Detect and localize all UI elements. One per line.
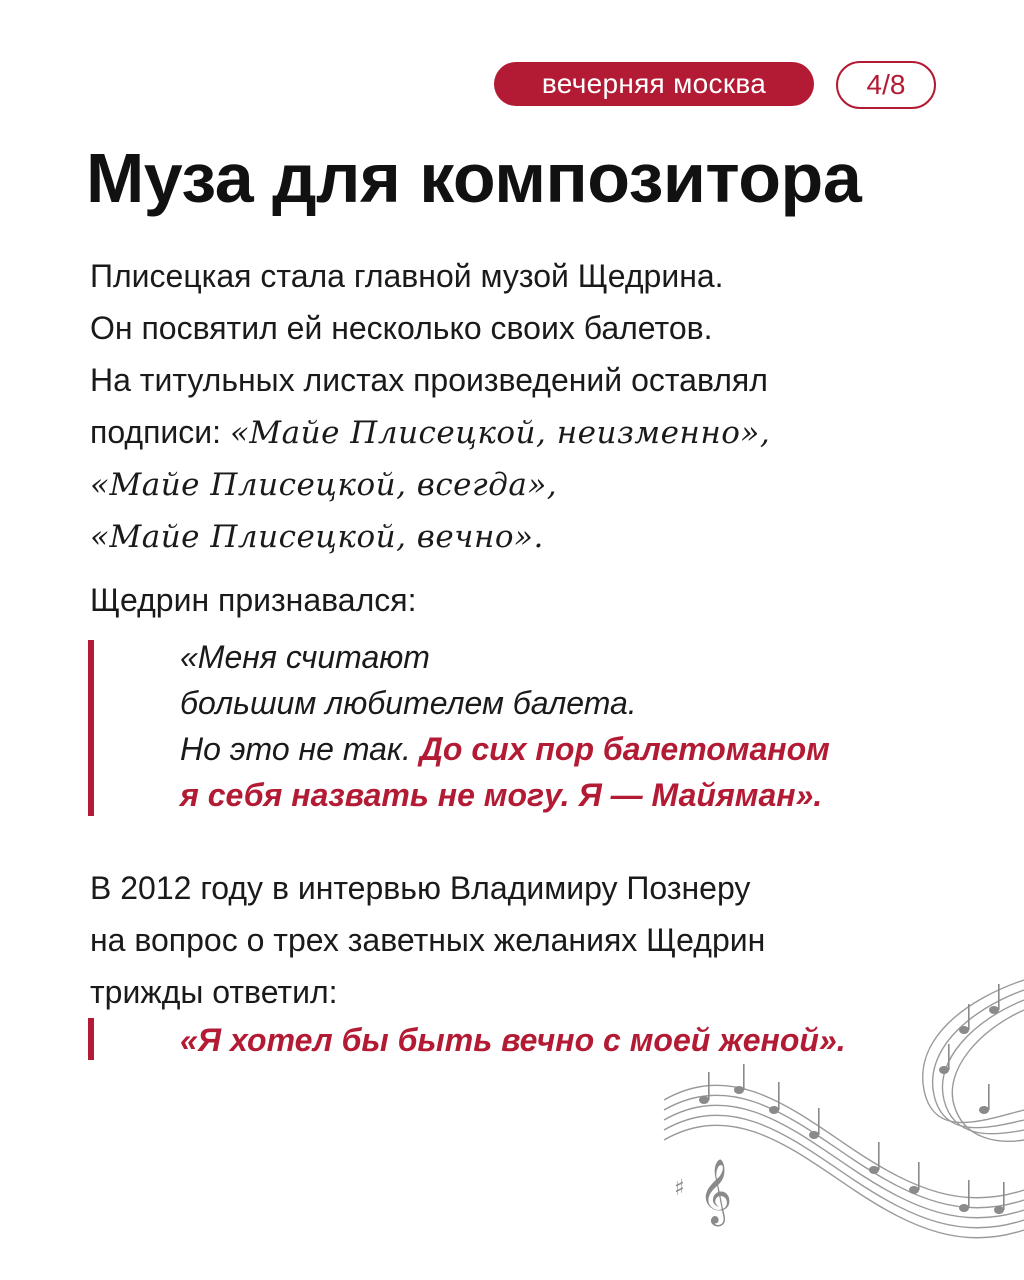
quote-line [180,726,830,772]
quote-bar [88,640,94,816]
quote-line: «Меня считают [180,639,430,675]
quote-bar-2 [88,1018,94,1060]
signature-1: «Майе Плисецкой, неизменно», [229,415,771,451]
music-notes-swirl-icon [644,960,1024,1280]
brand-badge: вечерняя москва [494,62,814,106]
svg-text:𝄞: 𝄞 [699,1159,733,1224]
quote-plain: Но это не так. [180,731,420,767]
quote-line: большим любителем балета. [180,685,637,721]
svg-text:♯: ♯ [674,1176,685,1201]
intro-line: На титульных листах произведений оставлял [90,362,768,398]
page-counter: 4/8 [836,61,936,109]
admission-quote [180,634,830,818]
signature-2: «Майе Плисецкой, всегда», [90,467,558,503]
interview-quote-text: «Я хотел бы быть вечно с моей женой». [180,1022,846,1058]
page-title: Муза для композитора [86,139,862,217]
intro-line: Плисецкая стала главной музой Щедрина. [90,258,724,294]
admission-lead [90,574,416,626]
quote-accent-line: я себя назвать не могу. Я — Майяман». [180,777,823,813]
interview-line: В 2012 году в интервью Владимиру Познеру [90,870,751,906]
quote-accent: До сих пор балетоманом [419,731,830,767]
intro-line [90,406,770,459]
interview-line: трижды ответил: [90,974,338,1010]
interview-line: на вопрос о трех заветных желаниях Щедрин [90,922,766,958]
intro-paragraph [90,250,770,563]
admission-lead-text: Щедрин признавался: [90,582,417,618]
intro-line-prefix: подписи: [90,414,230,450]
signature-3: «Майе Плисецкой, вечно». [90,519,544,555]
intro-line: Он посвятил ей несколько своих балетов. [90,310,713,346]
